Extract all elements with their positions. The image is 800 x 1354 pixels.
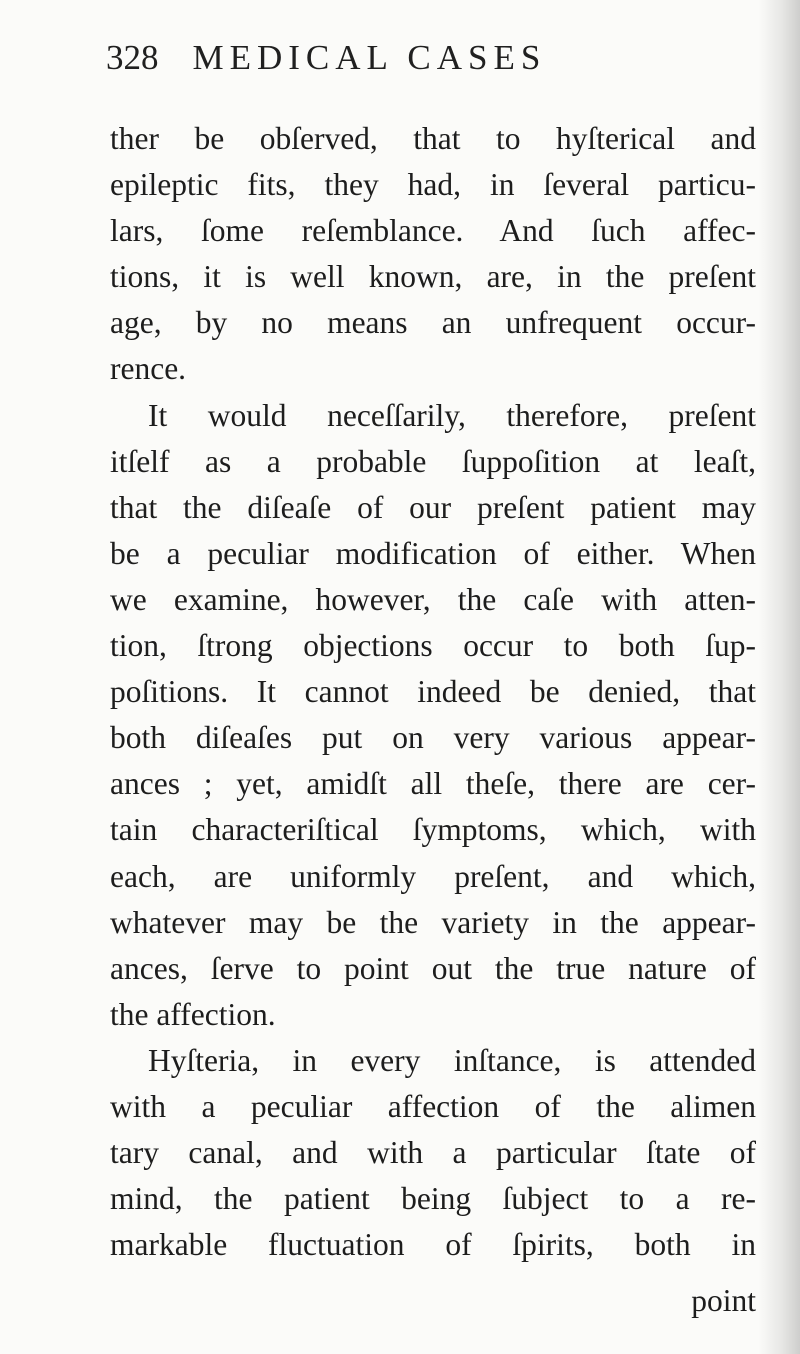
text-line: the affection.	[110, 996, 276, 1032]
running-title: MEDICAL CASES	[192, 38, 547, 77]
text-line: be a peculiar modification of either. When	[110, 535, 756, 571]
text-line: with a peculiar affection of the alimen	[110, 1088, 756, 1124]
text-line: tary canal, and with a particular ſtate of	[110, 1135, 756, 1171]
text-line: whatever may be the variety in the appear-	[110, 904, 756, 940]
text-line: that the diſeaſe of our preſent patient may	[110, 489, 756, 525]
text-line: It would neceſſarily, therefore, preſent	[148, 397, 756, 433]
page-number: 328	[106, 38, 159, 77]
text-line: age, by no means an unfrequent occur-	[110, 305, 756, 341]
text-line: tain characteriſtical ſymptoms, which, with	[110, 812, 756, 848]
text-line: tion, ſtrong objections occur to both ſup-	[110, 628, 756, 664]
text-line: each, are uniformly preſent, and which,	[110, 858, 756, 894]
text-line: both diſeaſes put on very various appear-	[110, 720, 756, 756]
text-line: markable fluctuation of ſpirits, both in	[110, 1227, 756, 1263]
text-line: poſitions. It cannot indeed be denied, that	[110, 674, 756, 710]
text-line: lars, ſome reſemblance. And ſuch affec-	[110, 213, 756, 249]
text-line: itſelf as a probable ſuppoſition at leaſt,	[110, 443, 756, 479]
text-line: ances, ſerve to point out the true nature of	[110, 950, 756, 986]
page-gutter-shadow	[758, 0, 800, 1354]
text-line: epileptic fits, they had, in ſeveral particu-	[110, 167, 756, 203]
text-line: mind, the patient being ſubject to a re-	[110, 1181, 756, 1217]
catchword: point	[691, 1283, 756, 1318]
text-line: tions, it is well known, are, in the preſent	[110, 259, 756, 295]
text-line: ther be obſerved, that to hyſterical and	[110, 121, 756, 156]
body-text	[110, 116, 756, 1268]
text-line: rence.	[110, 351, 187, 387]
text-line: we examine, however, the caſe with atten-	[110, 581, 756, 617]
text-line: ances ; yet, amidſt all theſe, there are cer-	[110, 766, 756, 802]
text-line: Hyſteria, in every inſtance, is attended	[148, 1042, 756, 1078]
running-head	[106, 34, 666, 82]
